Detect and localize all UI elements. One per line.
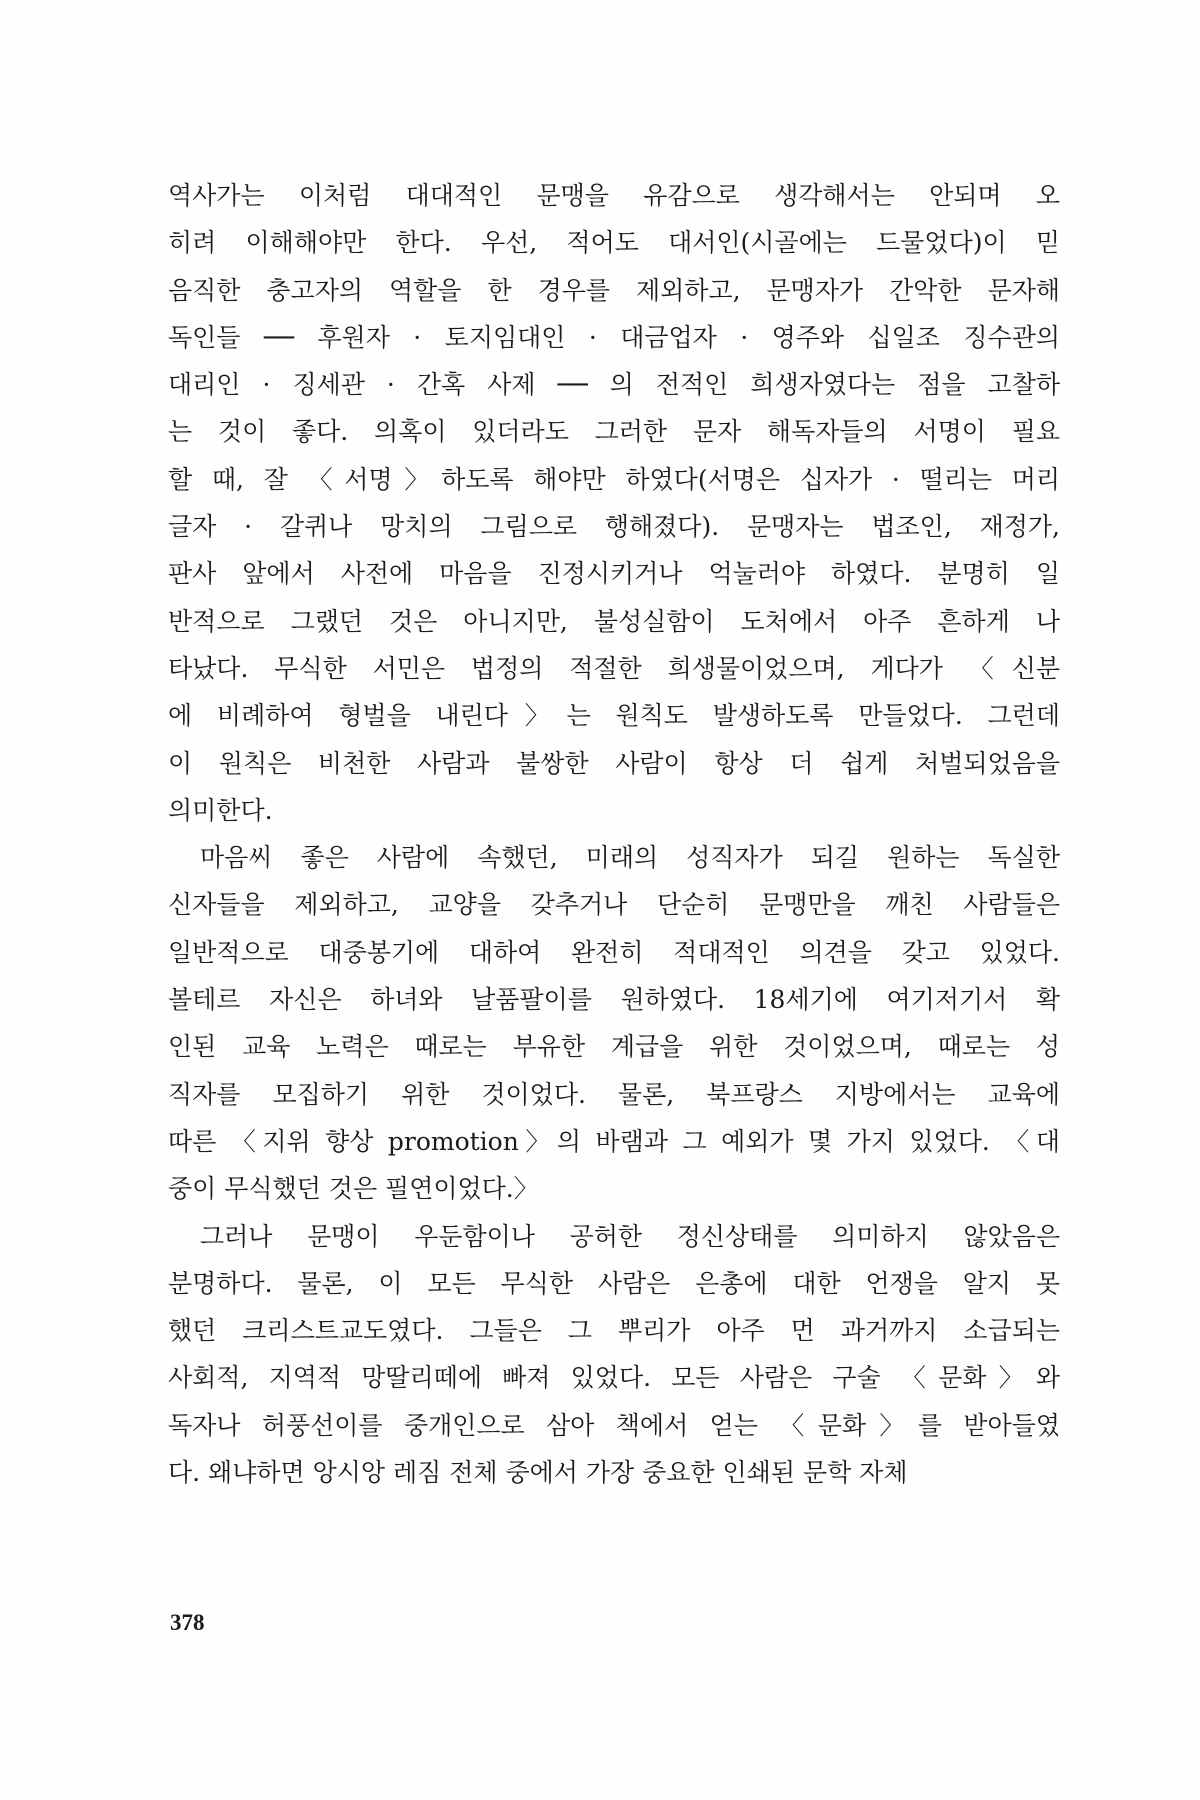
text-line: 히려 이해해야만 한다. 우선, 적어도 대서인(시골에는 드물었다)이 믿 <box>168 228 1060 258</box>
text-line: 중이 무식했던 것은 필연이었다.〉 <box>168 1174 539 1204</box>
text-line: 는 것이 좋다. 의혹이 있더라도 그러한 문자 해독자들의 서명이 필요 <box>168 417 1060 447</box>
text-line: 타났다. 무식한 서민은 법정의 적절한 희생물이었으며, 게다가 〈신분 <box>168 653 1060 683</box>
text-line: 직자를 모집하기 위한 것이었다. 물론, 북프랑스 지방에서는 교육에 <box>168 1079 1060 1109</box>
text-line: 그러나 문맹이 우둔함이나 공허한 정신상태를 의미하지 않았음은 <box>200 1221 1060 1251</box>
text-line: 분명하다. 물론, 이 모든 무식한 사람은 은총에 대한 언쟁을 알지 못 <box>168 1268 1060 1298</box>
text-line: 의미한다. <box>168 795 273 825</box>
text-line: 판사 앞에서 사전에 마음을 진정시키거나 억눌러야 하였다. 분명히 일 <box>168 559 1060 589</box>
text-line: 볼테르 자신은 하녀와 날품팔이를 원하였다. 18세기에 여기저기서 확 <box>168 985 1060 1015</box>
text-line: 에 비례하여 형벌을 내린다〉는 원칙도 발생하도록 만들었다. 그런데 <box>168 701 1060 731</box>
text-line: 인된 교육 노력은 때로는 부유한 계급을 위한 것이었으며, 때로는 성 <box>168 1032 1060 1062</box>
body-text <box>168 172 1060 1496</box>
text-line: 마음씨 좋은 사람에 속했던, 미래의 성직자가 되길 원하는 독실한 <box>200 843 1060 873</box>
text-line: 역사가는 이처럼 대대적인 문맹을 유감으로 생각해서는 안되며 오 <box>168 181 1060 210</box>
page-number: 378 <box>170 1610 205 1635</box>
text-line: 했던 크리스트교도였다. 그들은 그 뿌리가 아주 먼 과거까지 소급되는 <box>168 1316 1060 1346</box>
text-line: 독인들 ── 후원자 · 토지임대인 · 대금업자 · 영주와 십일조 징수관의 <box>168 322 1060 352</box>
text-line: 할 때, 잘 〈서명〉하도록 해야만 하였다(서명은 십자가 · 떨리는 머리 <box>168 464 1060 494</box>
text-line: 따른 〈지위 향상 promotion〉의 바램과 그 예외가 몇 가지 있었다. 〈대 <box>168 1126 1060 1156</box>
text-line: 음직한 충고자의 역할을 한 경우를 제외하고, 문맹자가 간악한 문자해 <box>168 275 1060 305</box>
text-line: 이 원칙은 비천한 사람과 불쌍한 사람이 항상 더 쉽게 처벌되었음을 <box>168 748 1060 778</box>
text-line: 독자나 허풍선이를 중개인으로 삼아 책에서 얻는 〈문화〉를 받아들였 <box>168 1410 1060 1440</box>
text-line: 반적으로 그랬던 것은 아니지만, 불성실함이 도처에서 아주 흔하게 나 <box>168 606 1060 636</box>
text-line: 일반적으로 대중봉기에 대하여 완전히 적대적인 의견을 갖고 있었다. <box>168 937 1060 967</box>
text-line: 사회적, 지역적 망딸리떼에 빠져 있었다. 모든 사람은 구술 〈문화〉와 <box>168 1363 1060 1393</box>
text-line: 다. 왜냐하면 앙시앙 레짐 전체 중에서 가장 중요한 인쇄된 문학 자체 <box>168 1458 908 1488</box>
text-line: 신자들을 제외하고, 교양을 갖추거나 단순히 문맹만을 깨친 사람들은 <box>168 890 1060 920</box>
text-line: 대리인 · 징세관 · 간혹 사제 ── 의 전적인 희생자였다는 점을 고찰하 <box>168 370 1060 400</box>
text-line: 글자 · 갈퀴나 망치의 그림으로 행해졌다). 문맹자는 법조인, 재정가, <box>168 512 1060 542</box>
